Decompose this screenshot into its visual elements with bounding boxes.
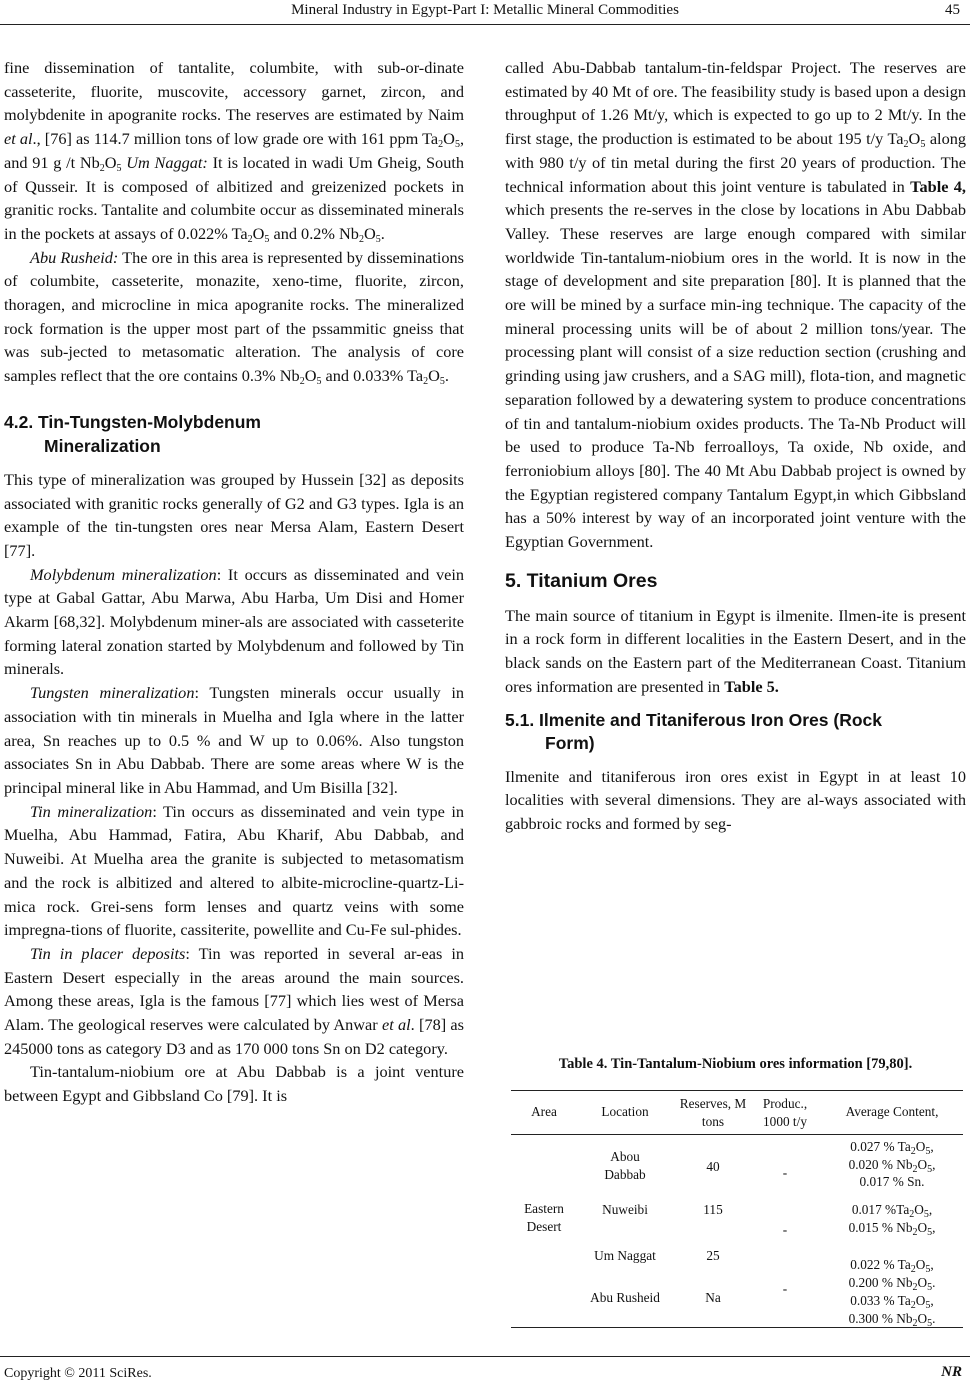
- heading-line: 4.2. Tin-Tungsten-Molybdenum: [4, 411, 261, 432]
- table-top-rule: [511, 1090, 963, 1091]
- content-line: 0.200 % $Nb_2O_5$.: [848, 1274, 936, 1293]
- paragraph: Abu Rusheid: The ore in this area is represented by disseminations of columbite, casseterite, monazite, xeno-time, fluorite, zircon, thoragen, and microcline in mica apogranite rocks. The mineralized rock formation is the upper most part of the pssammitic gneiss that was sub-jected to metasomatic alteration. The analysis of core samples reflect that the ore contains 0.3% $Nb_2O_5$ and 0.033% $Ta_2O_5$.: [4, 247, 465, 388]
- reserves-cell: Na: [705, 1290, 721, 1305]
- location-cell: Nuweibi: [602, 1202, 648, 1217]
- content-cell: [821, 1201, 963, 1236]
- production-cell: -: [782, 1165, 788, 1180]
- location-cell: Um Naggat: [594, 1248, 656, 1263]
- paragraph: Tin mineralization: Tin occurs as disseminated and vein type in Muelha, Abu Hammad, Fatira, Abu Kharif, Abu Dabbab, and Nuweibi. At Muelha area the granite is subjected to metasomatism and the rock is albitized and altered to albite-microcline-quartz-Li-mica rock. Grei-sens form lenses and quartz veins with some impregna-tions of fluorite, cassiterite, powellite and Cu-Fe sul-phides.: [4, 801, 464, 940]
- content-line: 0.015 % $Nb_2O_5$,: [848, 1219, 936, 1238]
- paragraph: fine dissemination of tantalite, columbite, with sub-or-dinate casseterite, fluorite, muscovite, accessory garnet, zircon, and molybdenite in apogranite rocks. The reserves are estimated by Naim et al., [76] as 114.7 million tons of low grade ore with 161 ppm $Ta_2O_5$, and 91 g /t $Nb_2O_5$ Um Naggat: It is located in wadi Um Gheig, South of Qusseir. It is composed of albitized and greizenized pockets in granitic rocks. Tantalite and columbite occur as disseminated minerals in the pockets at assays of 0.022% $Ta_2O_5$ and 0.2% $Nb_2O_5$.: [4, 58, 465, 245]
- data-table: [511, 1090, 963, 1330]
- footer-divider: [0, 1356, 970, 1357]
- content-cell: [821, 1256, 963, 1291]
- header-divider: [0, 24, 970, 25]
- content-line: 0.027 % $Ta_2O_5$,: [850, 1139, 934, 1157]
- area-cell: Eastern Desert: [524, 1201, 564, 1234]
- section-heading: [4, 410, 464, 458]
- paragraph: called Abu-Dabbab tantalum-tin-feldspar Project. The reserves are estimated by 40 Mt of ore. The feasibility study is based upon a design throughput of 1.26 Mt/y, which is expected to go up to 2 Mt/y. In the first stage, the production is estimated to be about 195 t/y $Ta_2O_5$ along with 980 t/y of tin metal during the first 20 years of production. The technical information about this joint venture is tabulated in Table 4, which presents the re-serves in the close by locations in Abu Dabbab Valley. These reserves are large enough compared with similar worldwide Tin-tantalum-niobium ores in the world. It is now in the stage of development and site preparation [80]. It is planned that the ore will be mined by a surface min-ing technique. The capacity of the mineral processing units will be of about 2 million tons/year. The processing plant will consist of a size reduction section (crushing and grinding using jaw crushers, and a SAG mill), flota-tion, and magnetic separation followed by a dewatering system to produce concentrations of tin and tantalum-niobium oxides products. The Ta-Nb Product will be used to produce Ta-Nb ferroalloys, Ta oxide, Nb oxide, and ferroniobium alloys [80]. The 40 Mt Abu Dabbab project is owned by the Egyptian registered company Tantalum Egypt,in which Gibbsland has a 50% interest by way of an incorporated joint venture with the Egyptian Government.: [505, 58, 966, 552]
- running-title: Mineral Industry in Egypt-Part I: Metallic Mineral Commodities: [291, 2, 679, 18]
- location-cell: Abu Rusheid: [590, 1290, 660, 1305]
- reserves-cell: 40: [706, 1159, 720, 1174]
- paragraph: This type of mineralization was grouped by Hussein [32] as deposits associated with granitic rocks generally of G2 and G3 types. Igla is an example of the tin-tungsten ores near Mersa Alam, Eastern Desert [77].: [4, 469, 464, 560]
- reserves-cell: 115: [703, 1202, 723, 1217]
- column-header: Area: [531, 1104, 557, 1119]
- content-cell: [821, 1138, 963, 1191]
- section-heading: 5. Titanium Ores: [505, 569, 658, 592]
- content-line: 0.017 $\%Ta_2O_5$,: [851, 1202, 933, 1220]
- paragraph: Tungsten mineralization: Tungsten minerals occur usually in association with tin minerals in Muelha and Igla where in the latter area, Sn reaches up to 0.5 % and W up to 0.06%. Also tungston associates Sn in Abu Dabbab. There are some areas where W is the principal mineral like in Abu Hammad, and Um Bisilla [32].: [4, 683, 465, 797]
- content-line: 0.017 % Sn.: [859, 1174, 925, 1189]
- column-header: Location: [601, 1104, 649, 1119]
- column-header: Produc., 1000 t/y: [762, 1096, 808, 1129]
- content-line: 0.020 % $Nb_2O_5$,: [848, 1156, 936, 1175]
- content-line: 0.022 % $Ta_2O_5$,: [850, 1257, 934, 1275]
- copyright-notice: Copyright © 2011 SciRes.: [4, 1366, 152, 1381]
- heading-line: 5.1. Ilmenite and Titaniferous Iron Ores (Rock: [505, 709, 882, 730]
- journal-abbreviation: NR: [941, 1364, 962, 1380]
- heading-line: Mineralization: [44, 435, 161, 456]
- paragraph: The main source of titanium in Egypt is ilmenite. Ilmen-ite is present in a rock form in different localities in the Eastern Desert, and in the black sands on the Eastern part of the Mediterranean Coast. Titanium ores information are presented in Table 5.: [505, 605, 966, 696]
- subsection-heading: [505, 709, 966, 755]
- paragraph: Tin-tantalum-niobium ore at Abu Dabbab is a joint venture between Egypt and Gibbsland Co [79]. It is: [4, 1062, 464, 1106]
- paragraph: Tin in placer deposits: Tin was reported in several ar-eas in Eastern Desert especially in the areas around the main sources. Among these areas, Igla is the famous [77] which lies west of Mersa Alam. The geological reserves were calculated by Anwar et al. [78] as 245000 tons as category D3 and as 170 000 tons Sn on D2 category.: [4, 943, 464, 1058]
- running-header: [0, 0, 970, 22]
- column-header: Average Content,: [845, 1104, 939, 1119]
- content-cell: [821, 1292, 963, 1327]
- page-number: 45: [945, 2, 960, 18]
- table-caption: Table 4. Tin-Tantalum-Niobium ores information [79,80].: [558, 1056, 913, 1072]
- left-column: [4, 56, 464, 1108]
- heading-line: Form): [545, 732, 595, 753]
- production-cell: -: [782, 1222, 788, 1237]
- table-bottom-rule: [511, 1327, 963, 1328]
- column-header: Reserves, M tons: [679, 1096, 747, 1129]
- paragraph: Molybdenum mineralization: It occurs as disseminated and vein type at Gabal Gattar, Abu Marwa, Abu Harba, Um Disi and Homer Akarm [68,32]. Molybdenum miner-als are associated with casseterite forming lateral zonation started by Molybdenum and followed by Tin minerals.: [4, 564, 464, 679]
- reserves-cell: 25: [706, 1248, 720, 1263]
- content-line: 0.033 % $Ta_2O_5$,: [850, 1293, 934, 1311]
- production-cell: -: [782, 1281, 788, 1296]
- paragraph: Ilmenite and titaniferous iron ores exist in Egypt in at least 10 localities with several dimensions. They are al-ways associated with gabbroic rocks and formed by seg-: [505, 766, 966, 833]
- location-cell: Abou Dabbab: [604, 1149, 646, 1182]
- table-header-rule: [511, 1134, 963, 1135]
- right-column: [505, 56, 966, 836]
- content-line: 0.300 % $Nb_2O_5$.: [848, 1310, 936, 1329]
